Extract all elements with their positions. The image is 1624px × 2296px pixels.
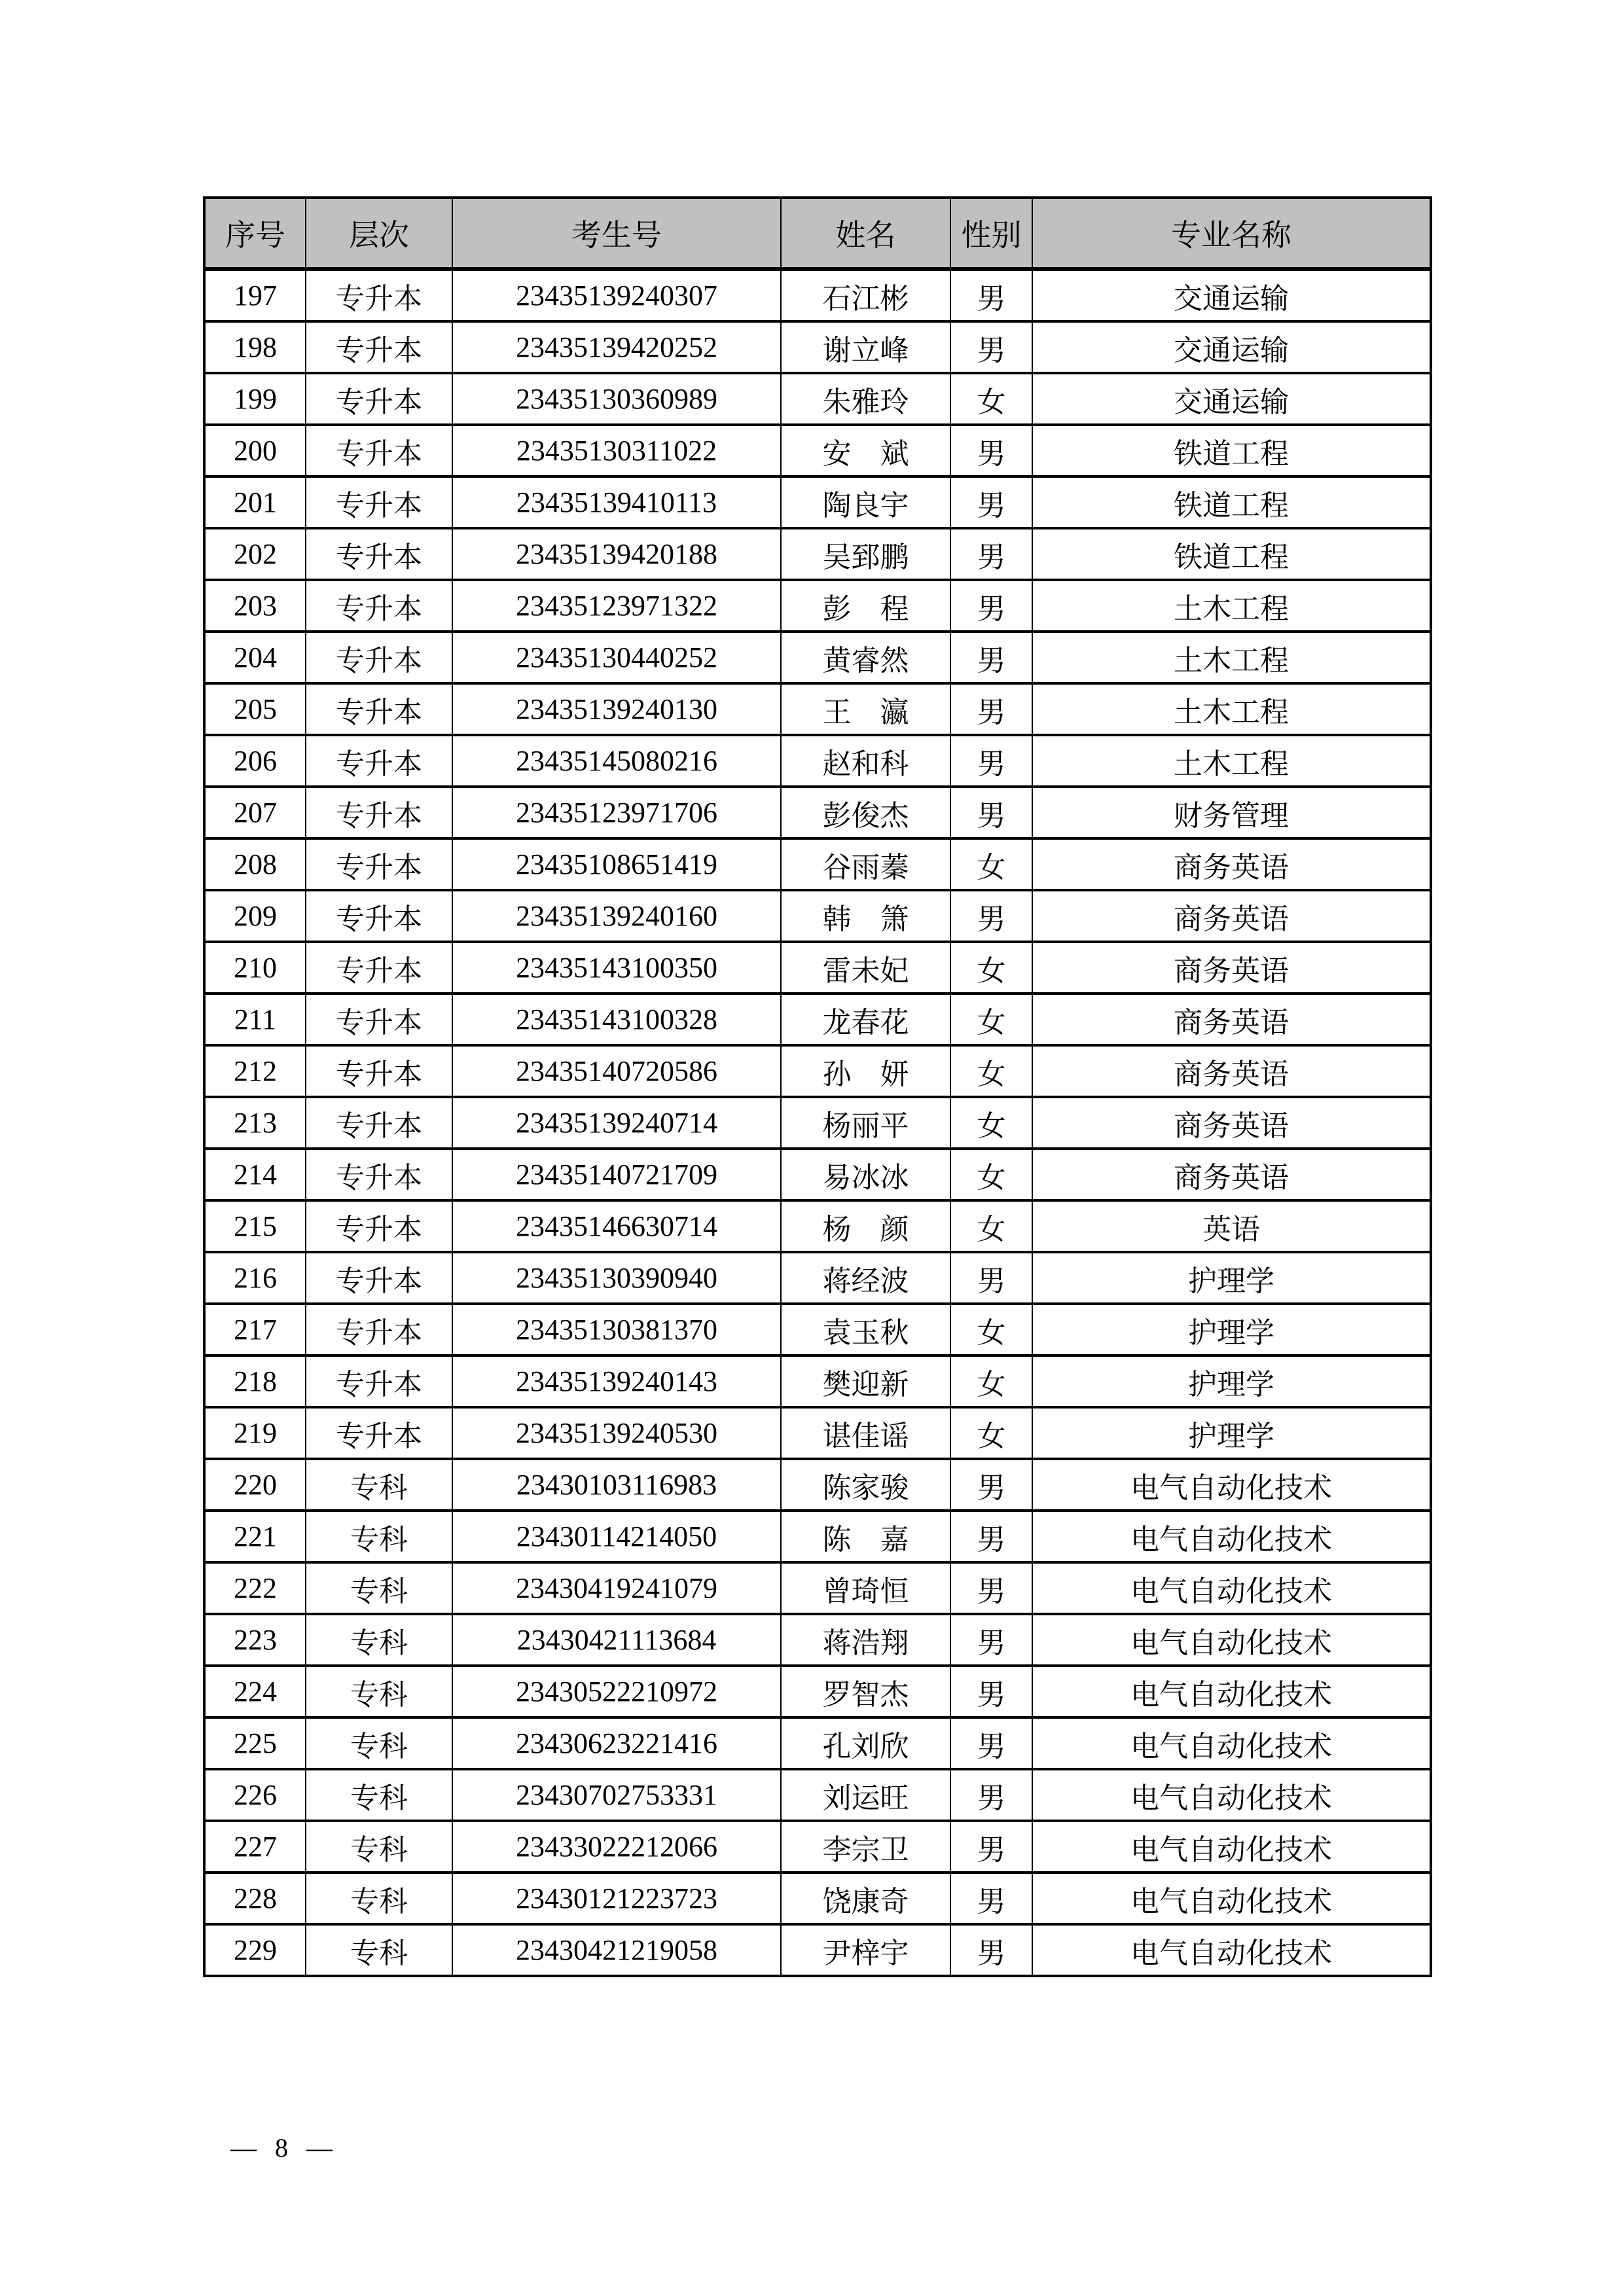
cell-serial: 200 [204, 425, 306, 476]
table-row [204, 580, 1431, 632]
cell-level: 专科 [306, 1511, 452, 1562]
cell-major: 铁道工程 [1032, 528, 1431, 580]
cell-major: 交通运输 [1032, 321, 1431, 373]
cell-gender: 女 [950, 1355, 1032, 1407]
cell-serial: 207 [204, 787, 306, 838]
cell-candidate-id: 23435139410113 [452, 476, 781, 528]
cell-gender: 男 [950, 787, 1032, 838]
cell-gender: 男 [950, 735, 1032, 787]
cell-serial: 229 [204, 1924, 306, 1976]
cell-serial: 228 [204, 1873, 306, 1924]
cell-level: 专科 [306, 1769, 452, 1821]
cell-candidate-id: 23430522210972 [452, 1666, 781, 1717]
table-row [204, 1614, 1431, 1666]
cell-candidate-id: 23430419241079 [452, 1562, 781, 1614]
cell-level: 专科 [306, 1666, 452, 1717]
cell-candidate-id: 23435140721709 [452, 1149, 781, 1200]
cell-candidate-id: 23435123971706 [452, 787, 781, 838]
cell-name: 安 斌 [781, 425, 950, 476]
cell-gender: 男 [950, 425, 1032, 476]
cell-gender: 女 [950, 1407, 1032, 1459]
cell-gender: 男 [950, 1666, 1032, 1717]
cell-major: 土木工程 [1032, 632, 1431, 683]
cell-level: 专升本 [306, 890, 452, 942]
table-row [204, 1562, 1431, 1614]
table-row [204, 1769, 1431, 1821]
cell-major: 护理学 [1032, 1355, 1431, 1407]
cell-name: 孙 妍 [781, 1045, 950, 1097]
cell-level: 专升本 [306, 1407, 452, 1459]
cell-level: 专科 [306, 1924, 452, 1976]
cell-major: 商务英语 [1032, 1097, 1431, 1149]
cell-level: 专升本 [306, 1149, 452, 1200]
table-row [204, 890, 1431, 942]
cell-level: 专升本 [306, 528, 452, 580]
cell-gender: 男 [950, 1459, 1032, 1511]
cell-major: 电气自动化技术 [1032, 1873, 1431, 1924]
cell-major: 商务英语 [1032, 890, 1431, 942]
cell-serial: 219 [204, 1407, 306, 1459]
cell-name: 蒋浩翔 [781, 1614, 950, 1666]
cell-serial: 215 [204, 1200, 306, 1252]
table-row [204, 1200, 1431, 1252]
cell-candidate-id: 23435145080216 [452, 735, 781, 787]
cell-gender: 男 [950, 1717, 1032, 1769]
cell-gender: 男 [950, 683, 1032, 735]
cell-candidate-id: 23435123971322 [452, 580, 781, 632]
cell-gender: 男 [950, 321, 1032, 373]
cell-major: 土木工程 [1032, 683, 1431, 735]
cell-gender: 男 [950, 1511, 1032, 1562]
cell-major: 交通运输 [1032, 269, 1431, 321]
cell-major: 电气自动化技术 [1032, 1562, 1431, 1614]
cell-name: 曾琦恒 [781, 1562, 950, 1614]
cell-name: 韩 箫 [781, 890, 950, 942]
cell-name: 谌佳谣 [781, 1407, 950, 1459]
cell-major: 护理学 [1032, 1407, 1431, 1459]
table-row [204, 838, 1431, 890]
cell-candidate-id: 23435139240160 [452, 890, 781, 942]
cell-gender: 女 [950, 942, 1032, 994]
table-row [204, 1355, 1431, 1407]
cell-gender: 女 [950, 1149, 1032, 1200]
table-row [204, 321, 1431, 373]
cell-major: 电气自动化技术 [1032, 1717, 1431, 1769]
cell-gender: 女 [950, 1200, 1032, 1252]
cell-candidate-id: 23435139240530 [452, 1407, 781, 1459]
cell-name: 彭 程 [781, 580, 950, 632]
cell-name: 蒋经波 [781, 1252, 950, 1304]
table-row [204, 1252, 1431, 1304]
table-row [204, 1924, 1431, 1976]
cell-serial: 216 [204, 1252, 306, 1304]
header-candidate-id: 考生号 [452, 198, 781, 269]
table-row [204, 528, 1431, 580]
cell-level: 专升本 [306, 580, 452, 632]
cell-major: 土木工程 [1032, 735, 1431, 787]
table-row [204, 1873, 1431, 1924]
cell-major: 电气自动化技术 [1032, 1769, 1431, 1821]
cell-serial: 201 [204, 476, 306, 528]
cell-serial: 218 [204, 1355, 306, 1407]
cell-gender: 男 [950, 476, 1032, 528]
cell-gender: 男 [950, 1873, 1032, 1924]
table-body [204, 269, 1431, 1976]
cell-major: 电气自动化技术 [1032, 1511, 1431, 1562]
cell-serial: 224 [204, 1666, 306, 1717]
cell-name: 彭俊杰 [781, 787, 950, 838]
cell-serial: 202 [204, 528, 306, 580]
cell-name: 樊迎新 [781, 1355, 950, 1407]
cell-serial: 209 [204, 890, 306, 942]
table-row [204, 1821, 1431, 1873]
cell-name: 尹梓宇 [781, 1924, 950, 1976]
cell-candidate-id: 23435143100350 [452, 942, 781, 994]
cell-candidate-id: 23435130390940 [452, 1252, 781, 1304]
cell-candidate-id: 23430421219058 [452, 1924, 781, 1976]
cell-level: 专升本 [306, 1355, 452, 1407]
cell-name: 王 瀛 [781, 683, 950, 735]
cell-level: 专升本 [306, 683, 452, 735]
cell-candidate-id: 23435139240130 [452, 683, 781, 735]
cell-major: 商务英语 [1032, 994, 1431, 1045]
header-level: 层次 [306, 198, 452, 269]
cell-level: 专升本 [306, 994, 452, 1045]
cell-candidate-id: 23435143100328 [452, 994, 781, 1045]
cell-level: 专升本 [306, 425, 452, 476]
cell-major: 电气自动化技术 [1032, 1924, 1431, 1976]
cell-major: 护理学 [1032, 1304, 1431, 1355]
cell-level: 专升本 [306, 1097, 452, 1149]
cell-gender: 女 [950, 1304, 1032, 1355]
cell-name: 罗智杰 [781, 1666, 950, 1717]
cell-level: 专升本 [306, 1304, 452, 1355]
cell-name: 刘运旺 [781, 1769, 950, 1821]
cell-name: 谢立峰 [781, 321, 950, 373]
table-row [204, 1045, 1431, 1097]
cell-candidate-id: 23435139240307 [452, 269, 781, 321]
header-serial: 序号 [204, 198, 306, 269]
cell-level: 专升本 [306, 1045, 452, 1097]
cell-candidate-id: 23430114214050 [452, 1511, 781, 1562]
cell-gender: 男 [950, 1614, 1032, 1666]
cell-major: 商务英语 [1032, 1149, 1431, 1200]
cell-candidate-id: 23435140720586 [452, 1045, 781, 1097]
cell-serial: 208 [204, 838, 306, 890]
cell-major: 护理学 [1032, 1252, 1431, 1304]
cell-gender: 男 [950, 1562, 1032, 1614]
cell-candidate-id: 23430103116983 [452, 1459, 781, 1511]
cell-candidate-id: 23435139240714 [452, 1097, 781, 1149]
cell-name: 黄睿然 [781, 632, 950, 683]
table-row [204, 476, 1431, 528]
cell-gender: 男 [950, 528, 1032, 580]
cell-name: 吴郅鹏 [781, 528, 950, 580]
cell-level: 专科 [306, 1614, 452, 1666]
cell-serial: 226 [204, 1769, 306, 1821]
cell-candidate-id: 23435130311022 [452, 425, 781, 476]
cell-candidate-id: 23435108651419 [452, 838, 781, 890]
cell-gender: 女 [950, 994, 1032, 1045]
cell-gender: 男 [950, 580, 1032, 632]
cell-name: 陶良宇 [781, 476, 950, 528]
header-row [204, 198, 1431, 269]
table-row [204, 942, 1431, 994]
cell-serial: 214 [204, 1149, 306, 1200]
cell-candidate-id: 23435130381370 [452, 1304, 781, 1355]
cell-level: 专科 [306, 1562, 452, 1614]
cell-level: 专升本 [306, 321, 452, 373]
header-major: 专业名称 [1032, 198, 1431, 269]
cell-candidate-id: 23430702753331 [452, 1769, 781, 1821]
table-row [204, 373, 1431, 425]
cell-name: 饶康奇 [781, 1873, 950, 1924]
cell-level: 专升本 [306, 735, 452, 787]
cell-level: 专升本 [306, 373, 452, 425]
cell-candidate-id: 23430121223723 [452, 1873, 781, 1924]
cell-major: 铁道工程 [1032, 425, 1431, 476]
cell-candidate-id: 23435139240143 [452, 1355, 781, 1407]
cell-serial: 217 [204, 1304, 306, 1355]
cell-level: 专升本 [306, 838, 452, 890]
cell-major: 交通运输 [1032, 373, 1431, 425]
cell-gender: 女 [950, 838, 1032, 890]
cell-gender: 女 [950, 373, 1032, 425]
cell-serial: 211 [204, 994, 306, 1045]
cell-name: 雷未妃 [781, 942, 950, 994]
table-header [204, 198, 1431, 269]
cell-level: 专科 [306, 1873, 452, 1924]
cell-major: 电气自动化技术 [1032, 1459, 1431, 1511]
cell-name: 赵和科 [781, 735, 950, 787]
cell-name: 易冰冰 [781, 1149, 950, 1200]
cell-serial: 198 [204, 321, 306, 373]
table-row [204, 994, 1431, 1045]
cell-name: 陈家骏 [781, 1459, 950, 1511]
cell-name: 李宗卫 [781, 1821, 950, 1873]
table-row [204, 1511, 1431, 1562]
cell-serial: 213 [204, 1097, 306, 1149]
cell-level: 专科 [306, 1821, 452, 1873]
cell-name: 杨丽平 [781, 1097, 950, 1149]
cell-candidate-id: 23435130360989 [452, 373, 781, 425]
cell-level: 专科 [306, 1459, 452, 1511]
cell-level: 专升本 [306, 632, 452, 683]
cell-gender: 男 [950, 1252, 1032, 1304]
cell-serial: 227 [204, 1821, 306, 1873]
cell-name: 杨 颜 [781, 1200, 950, 1252]
cell-candidate-id: 23435139420188 [452, 528, 781, 580]
cell-candidate-id: 23435146630714 [452, 1200, 781, 1252]
cell-level: 专升本 [306, 476, 452, 528]
cell-level: 专科 [306, 1717, 452, 1769]
cell-serial: 199 [204, 373, 306, 425]
cell-level: 专升本 [306, 269, 452, 321]
header-name: 姓名 [781, 198, 950, 269]
cell-major: 电气自动化技术 [1032, 1821, 1431, 1873]
cell-serial: 206 [204, 735, 306, 787]
table-row [204, 1459, 1431, 1511]
cell-major: 电气自动化技术 [1032, 1666, 1431, 1717]
cell-serial: 204 [204, 632, 306, 683]
cell-gender: 女 [950, 1097, 1032, 1149]
cell-gender: 男 [950, 269, 1032, 321]
cell-name: 谷雨蓁 [781, 838, 950, 890]
cell-candidate-id: 23430421113684 [452, 1614, 781, 1666]
cell-level: 专升本 [306, 787, 452, 838]
page-number-footer: — 8 — [230, 2133, 334, 2162]
cell-major: 土木工程 [1032, 580, 1431, 632]
table-row [204, 1149, 1431, 1200]
cell-serial: 220 [204, 1459, 306, 1511]
table-row [204, 1407, 1431, 1459]
cell-serial: 203 [204, 580, 306, 632]
table-row [204, 1717, 1431, 1769]
cell-name: 朱雅玲 [781, 373, 950, 425]
cell-major: 铁道工程 [1032, 476, 1431, 528]
cell-name: 龙春花 [781, 994, 950, 1045]
cell-gender: 女 [950, 1045, 1032, 1097]
cell-major: 电气自动化技术 [1032, 1614, 1431, 1666]
cell-serial: 212 [204, 1045, 306, 1097]
student-roster-table [203, 196, 1432, 1977]
cell-major: 财务管理 [1032, 787, 1431, 838]
cell-name: 陈 嘉 [781, 1511, 950, 1562]
cell-serial: 222 [204, 1562, 306, 1614]
cell-level: 专升本 [306, 1252, 452, 1304]
cell-serial: 197 [204, 269, 306, 321]
cell-gender: 男 [950, 1769, 1032, 1821]
header-gender: 性别 [950, 198, 1032, 269]
cell-serial: 210 [204, 942, 306, 994]
table-row [204, 1304, 1431, 1355]
cell-gender: 男 [950, 1924, 1032, 1976]
cell-candidate-id: 23435139420252 [452, 321, 781, 373]
cell-major: 商务英语 [1032, 942, 1431, 994]
cell-serial: 221 [204, 1511, 306, 1562]
cell-name: 孔刘欣 [781, 1717, 950, 1769]
table-row [204, 1097, 1431, 1149]
cell-gender: 男 [950, 890, 1032, 942]
cell-name: 石江彬 [781, 269, 950, 321]
cell-candidate-id: 23433022212066 [452, 1821, 781, 1873]
cell-serial: 205 [204, 683, 306, 735]
cell-name: 袁玉秋 [781, 1304, 950, 1355]
cell-serial: 225 [204, 1717, 306, 1769]
cell-major: 商务英语 [1032, 838, 1431, 890]
cell-gender: 男 [950, 1821, 1032, 1873]
cell-level: 专升本 [306, 1200, 452, 1252]
cell-gender: 男 [950, 632, 1032, 683]
table-row [204, 1666, 1431, 1717]
cell-major: 商务英语 [1032, 1045, 1431, 1097]
cell-candidate-id: 23430623221416 [452, 1717, 781, 1769]
cell-level: 专升本 [306, 942, 452, 994]
table-row [204, 632, 1431, 683]
table-row [204, 425, 1431, 476]
table-row [204, 735, 1431, 787]
cell-major: 英语 [1032, 1200, 1431, 1252]
cell-candidate-id: 23435130440252 [452, 632, 781, 683]
table-row [204, 269, 1431, 321]
cell-serial: 223 [204, 1614, 306, 1666]
table-row [204, 787, 1431, 838]
table-row [204, 683, 1431, 735]
